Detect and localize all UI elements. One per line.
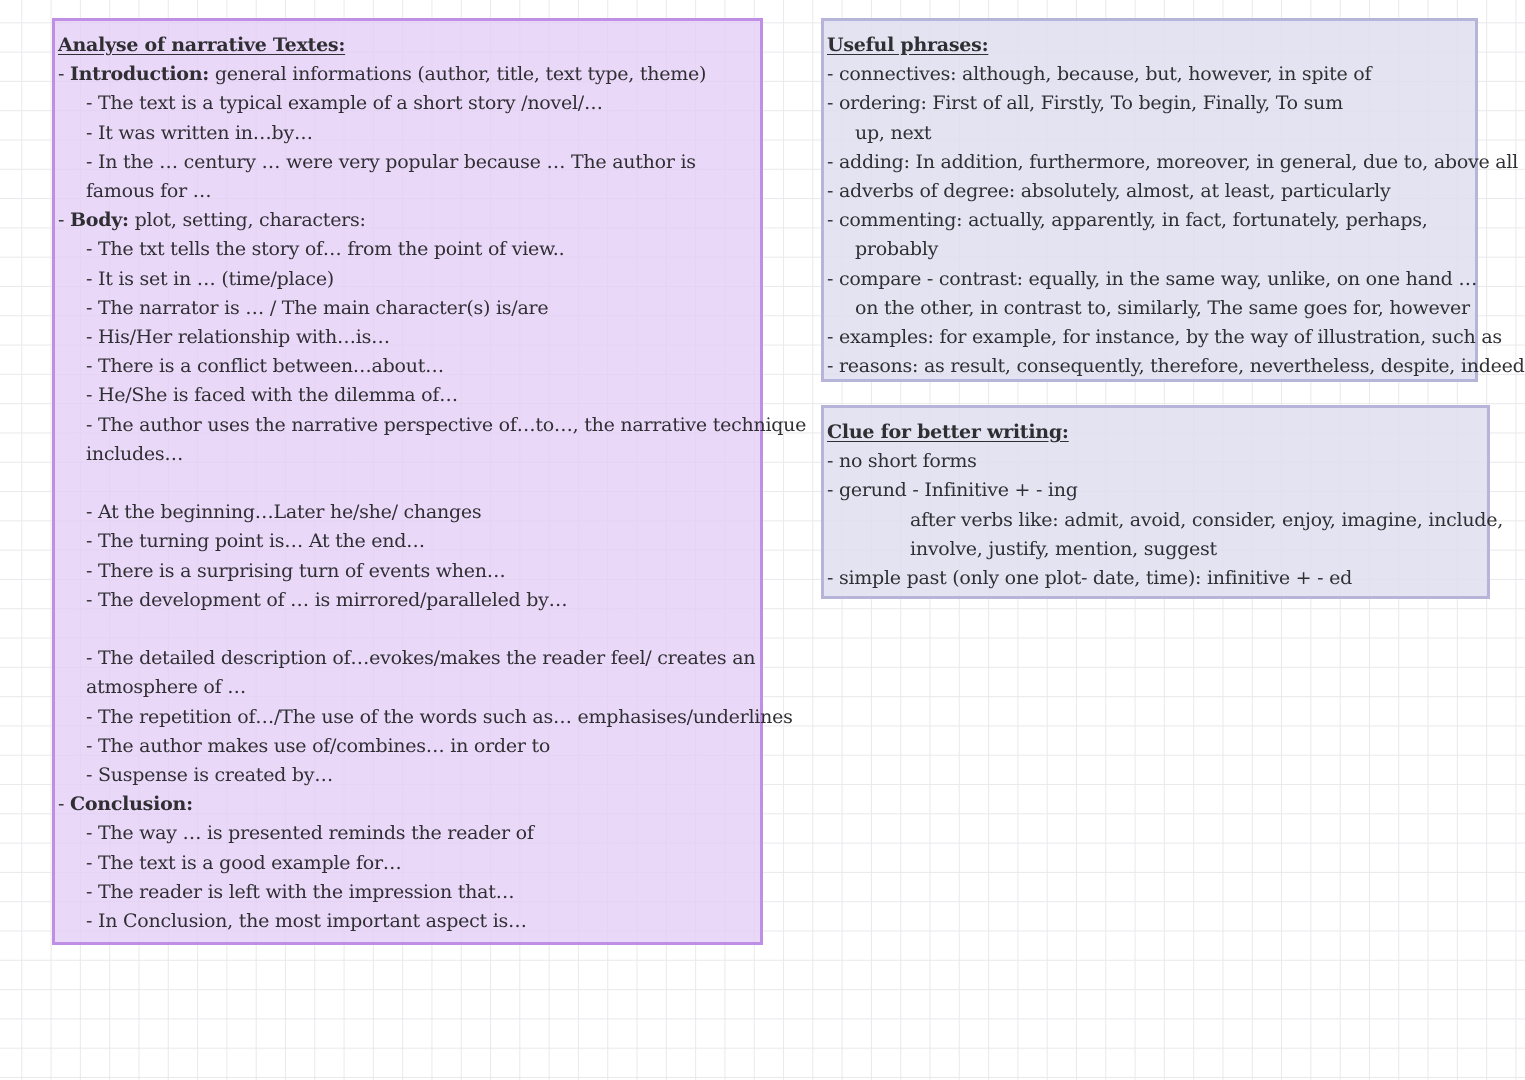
phrase-item: - adverbs of degree: absolutely, almost, at least, particularly <box>827 180 1391 203</box>
clue-writing-box <box>821 405 1504 599</box>
intro-item: - It was written in…by… <box>86 121 313 144</box>
blank-line <box>58 615 760 644</box>
intro-item: - In the … century … were very popular because … The author is <box>86 150 696 173</box>
body-item: - The repetition of…/The use of the words such as… emphasises/underlines <box>86 705 793 728</box>
blank-line <box>58 469 760 498</box>
phrase-item: - reasons: as result, consequently, therefore, nevertheless, despite, indeed <box>827 355 1525 378</box>
body-item: - The turning point is… At the end… <box>86 530 425 553</box>
phrase-item-continuation: on the other, in contrast to, similarly, The same goes for, however <box>855 296 1470 319</box>
body-item: - He/She is faced with the dilemma of… <box>86 384 458 407</box>
body-text: plot, setting, characters: <box>128 209 366 232</box>
clue-item: - gerund - Infinitive + - ing <box>827 479 1078 502</box>
intro-label: Introduction: <box>69 63 210 86</box>
phrase-item-continuation: up, next <box>855 121 932 144</box>
conclusion-label: Conclusion: <box>69 793 193 816</box>
analyse-title: Analyse of narrative Textes: <box>58 34 346 56</box>
phrases-title: Useful phrases: <box>827 34 989 56</box>
intro-heading: - Introduction: general informations (author, title, text type, theme) <box>58 63 707 86</box>
body-item: - The author uses the narrative perspective of…to…, the narrative technique <box>86 413 807 436</box>
body-item: - Suspense is created by… <box>86 764 334 787</box>
clue-item-detail: after verbs like: admit, avoid, consider, enjoy, imagine, include, <box>910 508 1504 531</box>
conclusion-item: - In Conclusion, the most important aspect is… <box>86 910 527 933</box>
conclusion-item: - The way … is presented reminds the reader of <box>86 822 534 845</box>
phrase-item-continuation: probably <box>855 238 939 261</box>
body-item: - The detailed description of…evokes/makes the reader feel/ creates an <box>86 647 756 670</box>
body-item: - There is a surprising turn of events when… <box>86 559 506 582</box>
phrase-item: - compare - contrast: equally, in the same way, unlike, on one hand … <box>827 267 1478 290</box>
body-item-continuation: includes… <box>86 442 184 465</box>
body-item: - His/Her relationship with…is… <box>86 326 390 349</box>
body-item: - There is a conflict between…about… <box>86 355 444 378</box>
intro-item-continuation: famous for … <box>86 180 212 203</box>
clue-item-detail: involve, justify, mention, suggest <box>910 537 1217 560</box>
phrase-item: - examples: for example, for instance, by the way of illustration, such as <box>827 326 1502 349</box>
conclusion-item: - The reader is left with the impression that… <box>86 880 515 903</box>
body-item: - The narrator is … / The main character(s) is/are <box>86 296 549 319</box>
body-heading: - Body: plot, setting, characters: <box>58 209 366 232</box>
clue-item: - simple past (only one plot- date, time): infinitive + - ed <box>827 567 1352 590</box>
body-item: - It is set in … (time/place) <box>86 267 334 290</box>
conclusion-heading: - Conclusion: <box>58 793 193 816</box>
useful-phrases-box <box>821 18 1525 382</box>
clue-item: - no short forms <box>827 450 977 473</box>
body-item: - The development of … is mirrored/paralleled by… <box>86 588 568 611</box>
phrase-item: - connectives: although, because, but, however, in spite of <box>827 63 1372 86</box>
intro-text: general informations (author, title, text type, theme) <box>209 63 707 86</box>
analyse-narrative-box <box>52 18 807 945</box>
phrase-item: - adding: In addition, furthermore, moreover, in general, due to, above all <box>827 150 1519 173</box>
body-item: - The txt tells the story of… from the point of view.. <box>86 238 565 261</box>
phrase-item: - commenting: actually, apparently, in fact, fortunately, perhaps, <box>827 209 1428 232</box>
body-item: - At the beginning…Later he/she/ changes <box>86 501 482 524</box>
phrase-item: - ordering: First of all, Firstly, To begin, Finally, To sum <box>827 92 1343 115</box>
conclusion-item: - The text is a good example for… <box>86 851 402 874</box>
clue-title: Clue for better writing: <box>827 421 1069 443</box>
body-item: - The author makes use of/combines… in order to <box>86 734 551 757</box>
body-label: Body: <box>69 209 129 232</box>
intro-item: - The text is a typical example of a short story /novel/… <box>86 92 603 115</box>
body-item-continuation: atmosphere of … <box>86 676 246 699</box>
